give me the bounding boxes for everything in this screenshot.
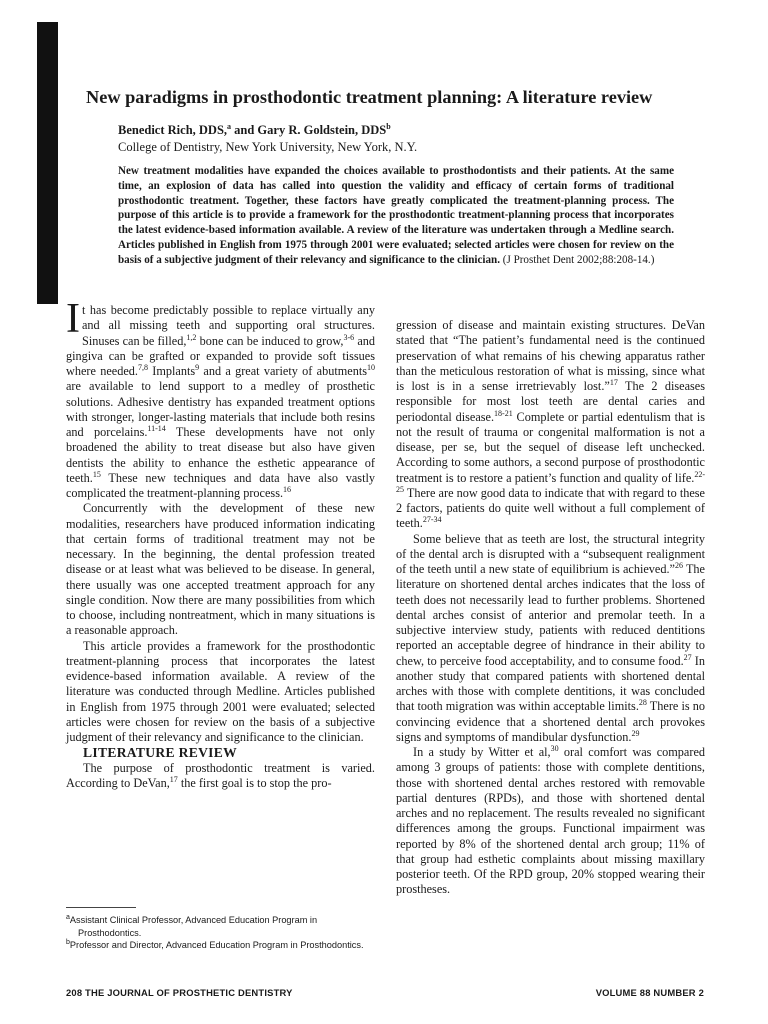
abstract [118,164,674,268]
body-paragraph: In a study by Witter et al,$^{30}$ oral comfort was compared among 3 groups of patients: those with complete dentitions, those with shortened dental arches restored with removable partial dentures (RPDs), and those with shortened dental arches and no replacement. The results revealed no significant differences among the groups. Functional impairment was reported by 8% of the shortened dental arch group; 11% of that group had esthetic complaints about missing maxillary posterior teeth. Of the RPD group, 20% stopped wearing their prostheses. [396,743,706,897]
reference-number: 15 [92,469,101,479]
footer-volume: VOLUME 88 NUMBER 2 [595,987,704,998]
affiliation: College of Dentistry, New York University, New York, N.Y. [118,140,418,154]
reference-number: 22-25 [396,469,705,494]
reference-number: 29 [631,728,640,738]
reference-number: 30 [550,743,559,753]
reference-number: 26 [675,560,683,570]
reference-number: 1,2 [186,332,197,342]
body-paragraph: gression of disease and maintain existing structures. DeVan stated that “The patient’s fundamental need is the continued preservation of what remains of his chewing apparatus rather than the meticulous restoration of what is missing, since what is lost is in a sense irretrievably lost.”$^{17}$ The 2 diseases responsible for most lost teeth are dental caries and periodontal disease.$^{18-21}$ Complete or partial edentulism that is not the result of trauma or congenital malformation is not a disease, per se, but the sequel of disease left unchecked. According to some authors, a second purpose of prosthodontic treatment is to restore a patient’s function and quality of life.$^{22-25}$ There are now good data to indicate that with regard to these 2 factors, patients do quite well without a full complement of teeth.$^{27-34}$ [396,318,706,531]
footer-journal: 208 THE JOURNAL OF PROSTHETIC DENTISTRY [66,987,293,998]
body-paragraph: Some believe that as teeth are lost, the structural integrity of the dental arch is disrupted with a “subsequent realignment of the teeth until a new state of equilibrium is achieved.”$^{26}$ The literature on shortened dental arches indicates that the loss of teeth does not necessarily lead to further problems. Shortened dental arches consist of anterior and premolar teeth. In a subjective interview study, patients with reduced dentitions reported an acceptable degree of hindrance in their ability to chew, to perceive food acceptability, and to consume food.$^{27}$ In another study that compared patients with shortened dental arches with those with complete dentitions, it was concluded that tooth migration was within acceptable limits.$^{28}$ There is no convincing evidence that a shortened dental arch provokes signs and symptoms of mandibular dysfunction.$^{29}$ [396,531,705,744]
reference-number: 11-14 [147,423,166,433]
abstract-citation: (J Prosthet Dent 2002;88:208-14.) [502,253,655,266]
reference-number: 27 [683,652,692,662]
author-line: Benedict Rich, DDS,$^a$ and Gary R. Goldstein, DDS$^b$ [118,121,391,137]
reference-number: 18-21 [494,408,513,418]
footnote-rule [66,907,136,908]
reference-number: 7,8 [137,362,148,372]
abstract-text: New treatment modalities have expanded the choices available to prosthodontists and their patients. At the same time, an explosion of data has called into question the validity and efficacy of certain forms of traditional prosthodontic treatment. Together, these factors have greatly complicated the treatment-planning process. The purpose of this article is to provide a framework for the prosthodontic treatment-planning process that incorporates the latest evidence-based information available. A review of the literature was undertaken through a Medline search. Articles published in English from 1975 through 2001 were evaluated; selected articles were chosen for review on the basis of a subjective judgment of their relevancy and significance to the clinician. [118,165,674,266]
reference-number: 27-34 [422,515,442,525]
decorative-side-bar [37,22,58,304]
reference-number: 17 [609,377,618,387]
body-column-right [396,318,705,898]
body-paragraph: It has become predictably possible to replace virtually any and all missing teeth and supporting oral structures. Sinuses can be filled,$^{1,2}$ bone can be induced to grow,$^{3-6}$ and gingiva can be grafted or expanded to provide soft tissues where needed.$^{7,8}$ Implants$^9$ and a great variety of abutments$^{10}$ are available to lend support to a medley of prosthetic solutions. Adhesive dentistry has expanded treatment options with stronger, longer-lasting materials that include both resins and porcelains.$^{11-14}$ These developments have not only broadened the ability to treat disease but also have given dentists the ability to enhance the esthetic appearance of teeth.$^{15}$ These new techniques and data have also vastly complicated the treatment-planning process.$^{16}$ [66,296,376,500]
reference-number: 28 [638,698,647,708]
body-paragraph: Concurrently with the development of these new modalities, researchers have produced information indicating that certain forms of traditional treatment may not be necessary. In the beginning, the dental profession treated disease or at least what was believed to be disease. In general, there usually was one accepted treatment approach for any single condition. Now there are many possibilities from which to choose, including nontreatment, which in many situations is a reasonable approach. [66,501,375,638]
footnotes [66,914,376,952]
reference-number: 10 [367,362,375,372]
body-paragraph: The purpose of prosthodontic treatment is varied. According to DeVan,$^{17}$ the first goal is to stop the pro- [66,760,375,790]
reference-number: 3-6 [343,332,355,342]
reference-number: 9 [195,362,200,372]
drop-cap: I [66,296,80,342]
section-heading: LITERATURE REVIEW [83,745,238,761]
footnote: $^b$Professor and Director, Advanced Education Program in Prosthodontics. [66,939,364,951]
reference-number: 16 [283,484,292,494]
reference-number: 17 [169,774,178,784]
article-title: New paradigms in prosthodontic treatment planning: A literature review [86,87,653,107]
body-paragraph: This article provides a framework for the prosthodontic treatment-planning process that incorporates the latest evidence-based information available. A review of the literature was conducted through Medline. Articles published in English from 1975 through 2001 were evaluated; selected articles were chosen for review on the basis of a subjective judgment of their relevancy and significance to the clinician. [66,638,375,744]
footnote: $^a$Assistant Clinical Professor, Advanced Education Program in Prosthodontics. [66,913,318,938]
body-column-left [66,296,376,791]
